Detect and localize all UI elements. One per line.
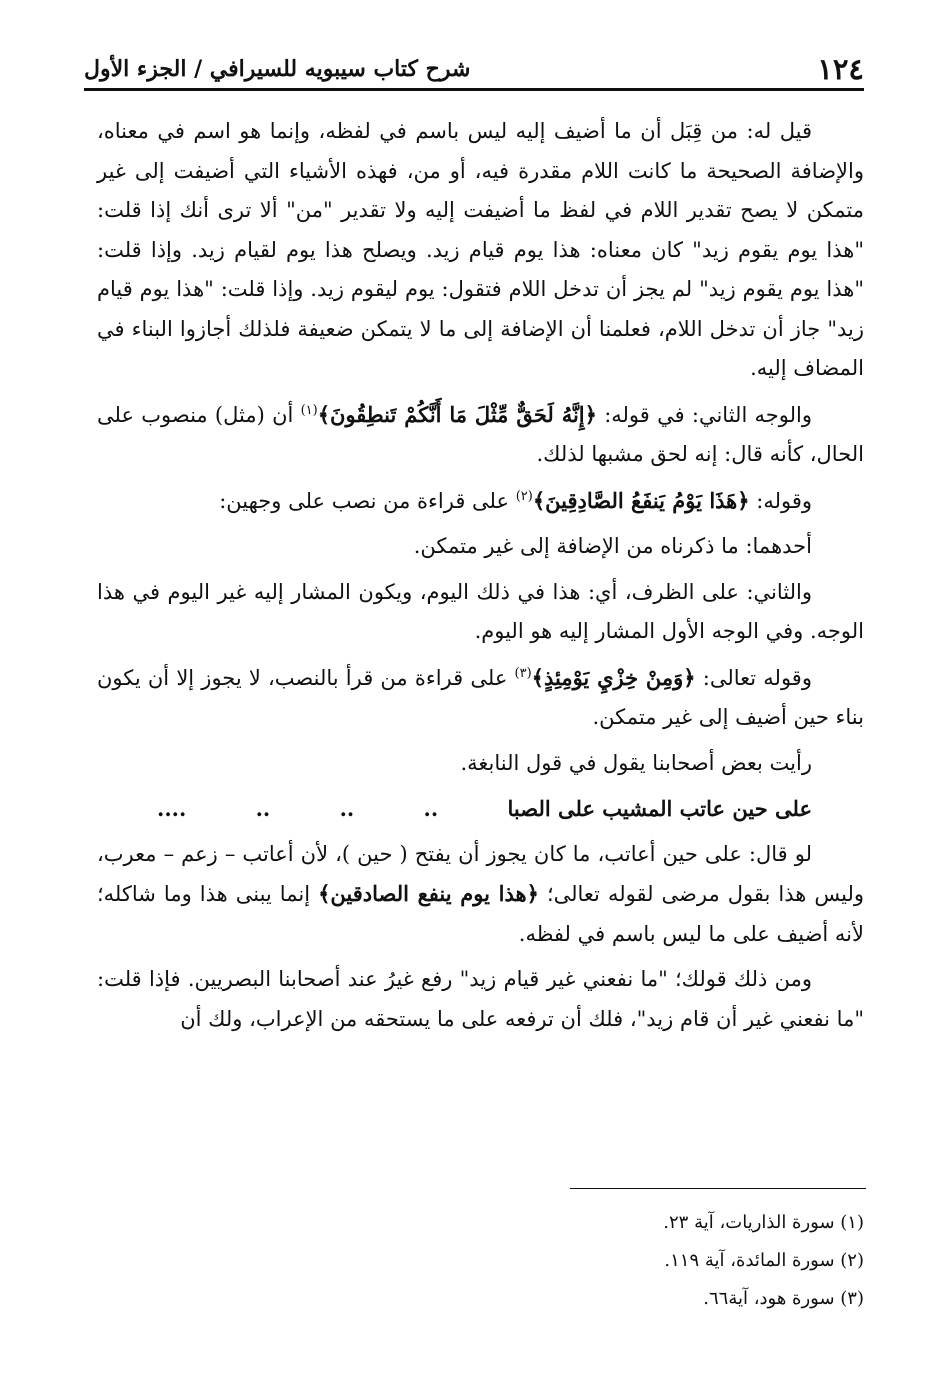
poetry-verse bbox=[97, 789, 864, 829]
footnote-1: (١) سورة الذاريات، آية ٢٣. bbox=[663, 1212, 864, 1233]
paragraph-2 bbox=[97, 395, 864, 475]
page-number: ١٢٤ bbox=[817, 52, 864, 86]
quran-quote-1: ﴿إِنَّهُ لَحَقٌّ مِّثْلَ مَا أَنَّكُمْ تَنطِقُونَ﴾ bbox=[317, 401, 597, 427]
verse-dots-3: .. bbox=[255, 796, 271, 821]
paragraph-6-rest: على قراءة من قرأ بالنصب، لا يجوز إلا أن يكون بناء حين أضيف إلى غير متمكن. bbox=[97, 665, 864, 729]
footnote-ref-1: (١) bbox=[300, 402, 318, 418]
paragraph-5: والثاني: على الظرف، أي: هذا في ذلك اليوم، ويكون المشار إليه غير اليوم في هذا الوجه. وفي الوجه الأول المشار إليه هو اليوم. bbox=[97, 579, 864, 643]
paragraph-8-lead: لو قال: على حين أعاتب، ما كان يجوز أن يفتح ( حين )، لأن أعاتب – زعم – معرب، وليس هذا بقول مرضى لقوله تعالى؛ bbox=[97, 841, 864, 906]
page-header bbox=[84, 46, 864, 91]
body-text bbox=[97, 112, 864, 1045]
paragraph-6 bbox=[97, 658, 864, 738]
paragraph-8-rest: إنما يبنى هذا وما شاكله؛ لأنه أضيف على ما ليس باسم في لفظه. bbox=[97, 882, 864, 946]
footnote-divider bbox=[570, 1188, 866, 1189]
paragraph-6-lead: وقوله تعالى: bbox=[695, 665, 812, 690]
verse-hemistich: على حين عاتب المشيب على الصبا bbox=[507, 796, 812, 821]
paragraph-7: رأيت بعض أصحابنا يقول في قول النابغة. bbox=[460, 750, 812, 775]
paragraph-3-lead: وقوله: bbox=[749, 488, 812, 513]
verse-dots-4: .... bbox=[157, 796, 187, 821]
paragraph-8 bbox=[97, 835, 864, 955]
footnote-ref-2: (٢) bbox=[515, 488, 533, 504]
paragraph-2-rest: أن (مثل) منصوب على الحال، كأنه قال: إنه لحق مشبها لذلك. bbox=[97, 402, 864, 466]
footnotes bbox=[444, 1204, 864, 1318]
paragraph-2-lead: والوجه الثاني: في قوله: bbox=[596, 402, 813, 427]
footnote-2: (٢) سورة المائدة، آية ١١٩. bbox=[664, 1250, 864, 1271]
paragraph-9: ومن ذلك قولك؛ "ما نفعني غير قيام زيد" رفع غيرُ عند أصحابنا البصريين. فإذا قلت: "ما نفعني غير أن قام زيد"، فلك أن ترفعه على ما يستحقه من الإعراب، ولك أن bbox=[97, 967, 864, 1031]
running-title: شرح كتاب سيبويه للسيرافي / الجزء الأول bbox=[84, 56, 471, 82]
paragraph-1: قيل له: من قِبَل أن ما أضيف إليه ليس باسم في لفظه، وإنما هو اسم في معناه، والإضافة الصحيحة ما كانت اللام مقدرة فيه، أو من، فهذه الأشياء التي أضيفت إلى غير متمكن لا يصح تقدير اللام في لفظ ما أضيفت إليه ولا تقدير "من" ألا ترى أنك إذا قلت: "هذا يوم يقوم زيد" كان معناه: هذا يوم قيام زيد. ويصلح هذا يوم لقيام زيد. وإذا قلت: "هذا يوم يقوم زيد" لم يجز أن تدخل اللام فتقول: يوم ليقوم زيد. وإذا قلت: "هذا يوم قيام زيد" جاز أن تدخل اللام، فعلمنا أن الإضافة إلى ما لا يتمكن ضعيفة فلذلك أجازوا البناء في المضاف إليه. bbox=[97, 119, 864, 380]
quran-quote-3: ﴿وَمِنْ خِزْيِ يَوْمِئِذٍ﴾ bbox=[531, 664, 696, 690]
footnote-3: (٣) سورة هود، آية٦٦. bbox=[703, 1288, 864, 1309]
paragraph-3 bbox=[97, 481, 864, 522]
quran-quote-4: ﴿هذا يوم ينفع الصادقين﴾ bbox=[318, 881, 539, 906]
verse-dots-1: .. bbox=[423, 796, 439, 821]
quran-quote-2: ﴿هَذَا يَوْمُ يَنفَعُ الصَّادِقِينَ﴾ bbox=[532, 487, 750, 513]
verse-dots-2: .. bbox=[339, 796, 355, 821]
paragraph-4: أحدهما: ما ذكرناه من الإضافة إلى غير متمكن. bbox=[413, 534, 812, 558]
footnote-ref-3: (٣) bbox=[514, 665, 532, 681]
paragraph-3-rest: على قراءة من نصب على وجهين: bbox=[219, 488, 516, 513]
